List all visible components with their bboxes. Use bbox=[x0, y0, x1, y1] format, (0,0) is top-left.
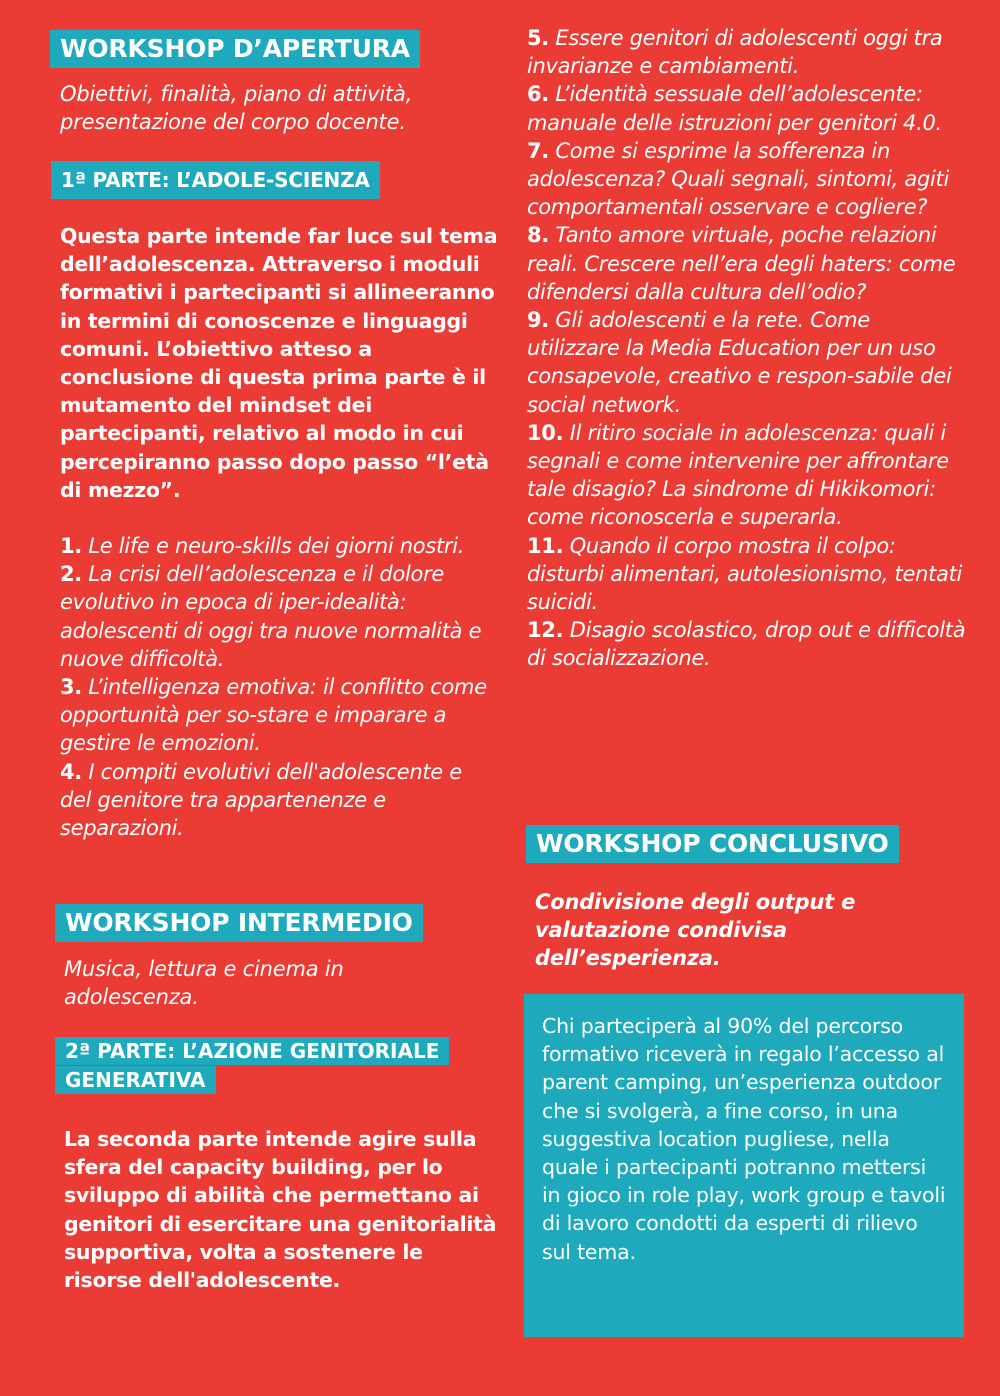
workshop-intermedio-text: Musica, lettura e cinema in adolescenza. bbox=[64, 957, 344, 1010]
workshop-intermedio-title: WORKSHOP INTERMEDIO bbox=[55, 904, 423, 942]
workshop-conclusivo-text: Condivisione degli output e valutazione condivisa dell’esperienza. bbox=[535, 890, 856, 971]
list-item: 12. Disagio scolastico, drop out e difficoltà di socializzazione. bbox=[527, 618, 966, 671]
list-item: 11. Quando il corpo mostra il colpo: disturbi alimentari, autolesionismo, tentati suicidi. bbox=[527, 533, 963, 615]
list-item: 3. L’intelligenza emotiva: il conflitto come opportunità per so-stare e imparare a gestire le emozioni. bbox=[60, 675, 487, 756]
list-item: 1. Le life e neuro-skills dei giorni nostri. bbox=[60, 534, 465, 558]
note-box bbox=[524, 994, 964, 1337]
list-item: 7. Come si esprime la sofferenza in adolescenza? Quali segnali, sintomi, agiti comportamentali osservare e cogliere? bbox=[527, 138, 949, 220]
list-item: 2. La crisi dell’adolescenza e il dolore evolutivo in epoca di iper-idealità: adolescenti di oggi tra nuove normalità e nuove difficoltà. bbox=[60, 562, 482, 671]
workshop-apertura-title: WORKSHOP D’APERTURA bbox=[50, 30, 420, 68]
parte2-list bbox=[527, 24, 967, 673]
list-item: 5. Essere genitori di adolescenti oggi tra invarianze e cambiamenti. bbox=[527, 26, 943, 79]
parte2-title: 2ª PARTE: L’AZIONE GENITORIALE GENERATIVA bbox=[55, 1037, 495, 1095]
list-item: 9. Gli adolescenti e la rete. Come utilizzare la Media Education per un uso consapevole, creativo e respon-sabile dei social network. bbox=[527, 308, 952, 417]
note-text: Chi parteciperà al 90% del percorso formativo riceverà in regalo l’accesso al parent camping, un’esperienza outdoor che si svolgerà, a fine corso, in una suggestiva location pugliese, nella quale i partecipanti potranno mettersi in gioco in role play, work group e tavoli di lavoro condotti da esperti di rilievo sul tema. bbox=[542, 1014, 946, 1264]
workshop-apertura-text: Obiettivi, finalità, piano di attività, presentazione del corpo docente. bbox=[60, 82, 413, 135]
list-item: 4. I compiti evolutivi dell'adolescente e del genitore tra appartenenze e separazioni. bbox=[60, 759, 462, 841]
list-item: 8. Tanto amore virtuale, poche relazioni reali. Crescere nell’era degli haters: come difendersi dalla cultura dell’odio? bbox=[527, 223, 956, 304]
workshop-conclusivo-title: WORKSHOP CONCLUSIVO bbox=[526, 825, 899, 863]
list-item: 10. Il ritiro sociale in adolescenza: quali i segnali e come intervenire per affrontare tale disagio? La sindrome di Hikikomori: come riconoscerla e superarla. bbox=[527, 420, 949, 530]
list-item: 6. L’identità sessuale dell’adolescente: manuale delle istruzioni per genitori 4.0. bbox=[527, 82, 942, 135]
parte1-list bbox=[60, 532, 490, 842]
parte1-title: 1ª PARTE: L’ADOLE-SCIENZA bbox=[51, 161, 380, 199]
parte1-intro: Questa parte intende far luce sul tema dell’adolescenza. Attraverso i moduli formativi i partecipanti si allineeranno in termini di conoscenze e linguaggi comuni. L’obiettivo atteso a conclusione di questa prima parte è il mutamento del mindset dei partecipanti, relativo al modo in cui percepiranno passo dopo passo “l’età di mezzo”. bbox=[60, 224, 498, 502]
parte2-intro: La seconda parte intende agire sulla sfera del capacity building, per lo sviluppo di abilità che permettano ai genitori di esercitare una genitorialità supportiva, volta a sostenere le risorse dell'adolescente. bbox=[64, 1127, 497, 1293]
